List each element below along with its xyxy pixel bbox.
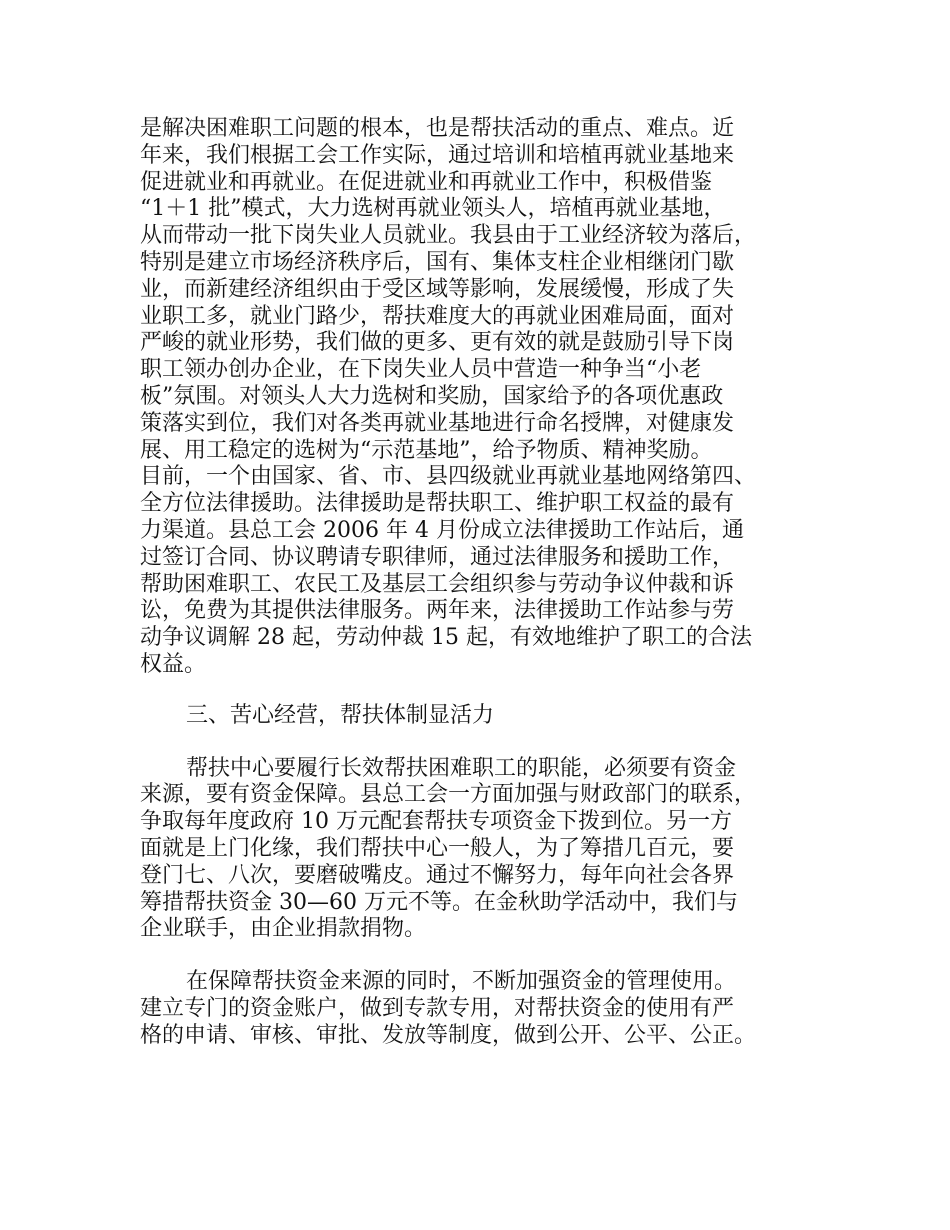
text-line: 是解决困难职工问题的根本，也是帮扶活动的重点、难点。近 [140, 116, 735, 141]
text-line: 展、用工稳定的选树为“示范基地”，给予物质、精神奖励。 [140, 437, 713, 463]
text-line: 力渠道。县总工会 2006 年 4 月份成立法律援助工作站后，通 [140, 517, 744, 543]
text-line: 特别是建立市场经济秩序后，国有、集体支柱企业相继闭门歇 [140, 249, 735, 275]
text-line: 过签订合同、协议聘请专职律师，通过法律服务和援助工作， [140, 544, 735, 570]
text-line: 企业联手，由企业捐款捐物。 [140, 916, 427, 942]
text-line: 动争议调解 28 起，劳动仲裁 15 起，有效地维护了职工的合法 [140, 625, 752, 651]
text-line: 建立专门的资金账户，做到专款专用，对帮扶资金的使用有严 [140, 995, 735, 1021]
paragraph-fund-management [140, 969, 840, 1049]
text-line: 全方位法律援助。法律援助是帮扶职工、维护职工权益的最有 [140, 491, 735, 517]
text-line: 从而带动一批下岗失业人员就业。我县由于工业经济较为落后， [140, 223, 757, 249]
text-line: 业，而新建经济组织由于受区域等影响，发展缓慢，形成了失 [140, 276, 735, 302]
text-line: 职工领办创办企业，在下岗失业人员中营造一种争当“小老 [140, 357, 702, 383]
section-heading [140, 703, 840, 730]
text-line: 讼，免费为其提供法律服务。两年来，法律援助工作站参与劳 [140, 598, 735, 624]
paragraph-spacer [140, 730, 840, 756]
text-line: 帮扶中心要履行长效帮扶困难职工的职能，必须要有资金 [186, 755, 737, 781]
paragraph-support-employment [140, 116, 840, 679]
text-line: 争取每年度政府 10 万元配套帮扶专项资金下拨到位。另一方 [140, 809, 732, 835]
text-line: 策落实到位，我们对各类再就业基地进行命名授牌，对健康发 [140, 410, 735, 436]
text-line: 年来，我们根据工会工作实际，通过培训和培植再就业基地来 [140, 142, 735, 168]
section-heading-text: 三、苦心经营，帮扶体制显活力 [186, 702, 495, 728]
text-line: 筹措帮扶资金 30—60 万元不等。在金秋助学活动中，我们与 [140, 889, 738, 915]
document-body [140, 116, 840, 1050]
text-line: 板”氛围。对领头人大力选树和奖励，国家给予的各项优惠政 [140, 383, 724, 409]
text-line: 登门七、八次，要磨破嘴皮。通过不懈努力，每年向社会各界 [140, 862, 735, 888]
paragraph-spacer [140, 943, 840, 969]
text-line: 在保障帮扶资金来源的同时，不断加强资金的管理使用。 [186, 969, 737, 995]
text-line: 帮助困难职工、农民工及基层工会组织参与劳动争议仲裁和诉 [140, 571, 735, 597]
text-line: “1＋1 批”模式，大力选树再就业领头人，培植再就业基地， [140, 196, 726, 222]
text-line: 来源，要有资金保障。县总工会一方面加强与财政部门的联系， [140, 782, 757, 808]
text-line: 格的申请、审核、审批、发放等制度，做到公开、公平、公正。 [140, 1022, 757, 1048]
text-line: 权益。 [140, 651, 207, 677]
paragraph-spacer [140, 679, 840, 703]
text-line: 严峻的就业形势，我们做的更多、更有效的就是鼓励引导下岗 [140, 330, 735, 356]
text-line: 促进就业和再就业。在促进就业和再就业工作中，积极借鉴 [140, 169, 713, 195]
text-line: 目前，一个由国家、省、市、县四级就业再就业基地网络第四、 [140, 464, 757, 490]
text-line: 业职工多，就业门路少，帮扶难度大的再就业困难局面，面对 [140, 303, 735, 329]
paragraph-funding-sources [140, 756, 840, 944]
text-line: 面就是上门化缘，我们帮扶中心一般人，为了筹措几百元，要 [140, 835, 735, 861]
